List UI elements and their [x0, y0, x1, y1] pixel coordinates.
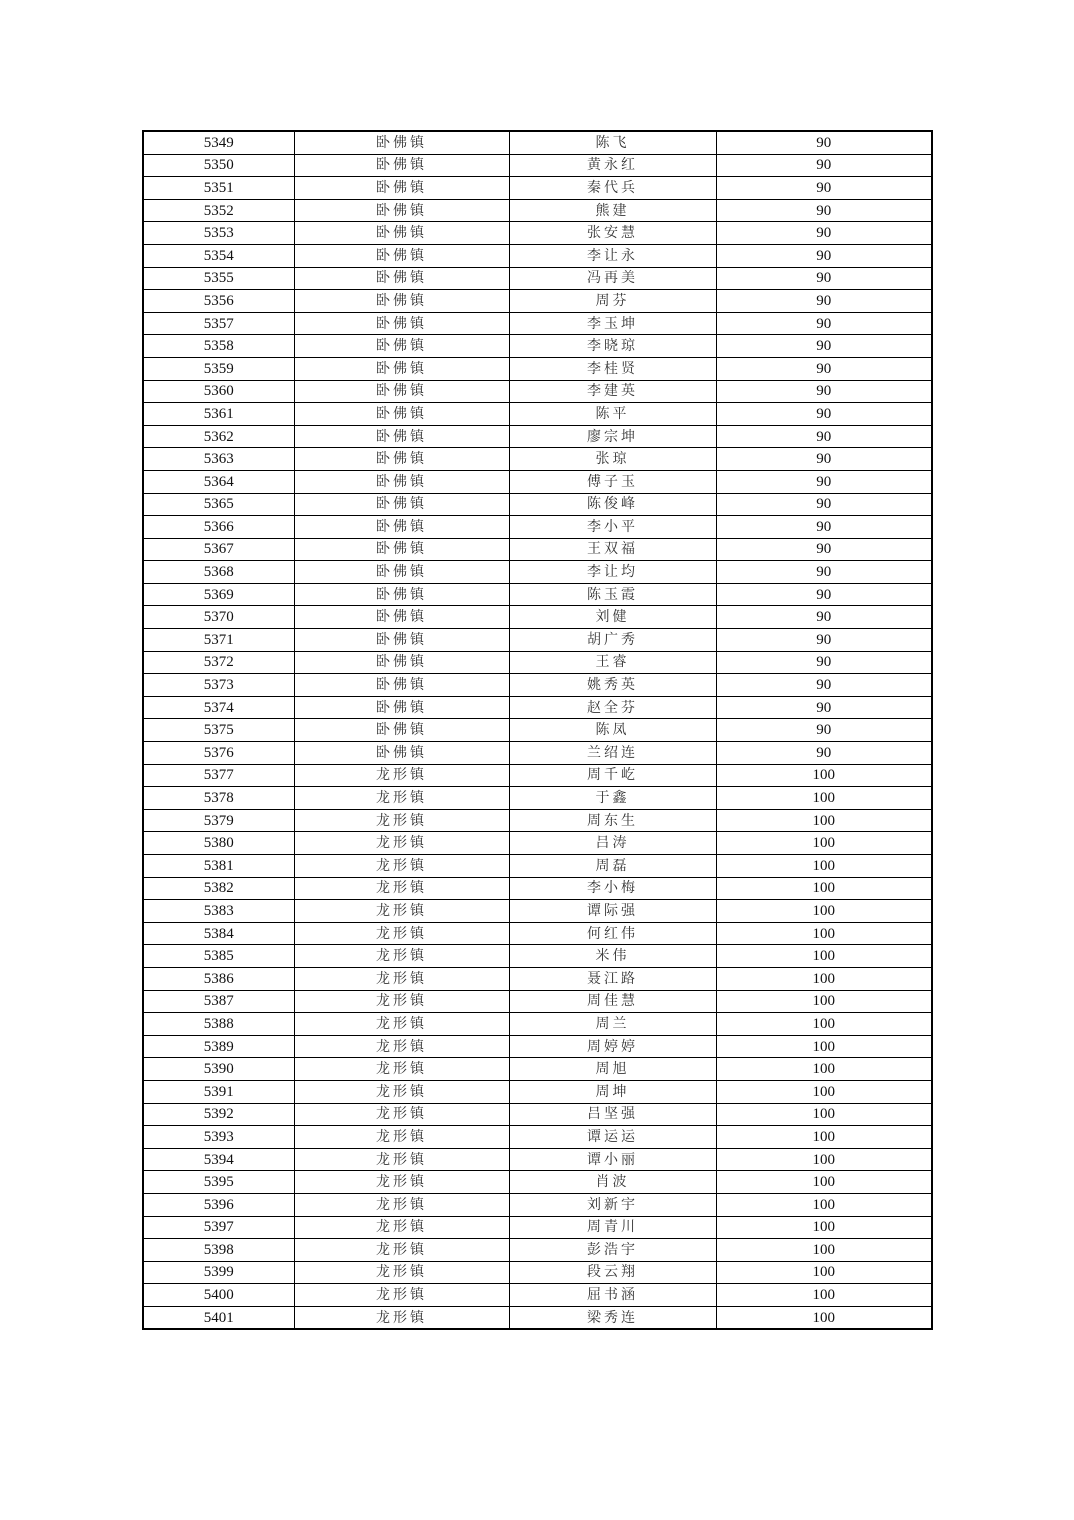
town-cell: 龙形镇 [294, 1261, 509, 1284]
score-cell: 90 [716, 674, 932, 697]
roster-table-body [143, 131, 932, 1329]
row-number-cell: 5371 [143, 629, 294, 652]
row-number-cell: 5383 [143, 900, 294, 923]
score-cell: 90 [716, 380, 932, 403]
town-cell: 卧佛镇 [294, 470, 509, 493]
person-name-cell: 周磊 [509, 855, 716, 878]
person-name-cell: 胡广秀 [509, 629, 716, 652]
table-row [143, 267, 932, 290]
table-row [143, 425, 932, 448]
town-cell: 卧佛镇 [294, 696, 509, 719]
score-cell: 100 [716, 1103, 932, 1126]
town-cell: 卧佛镇 [294, 154, 509, 177]
score-cell: 90 [716, 267, 932, 290]
score-cell: 90 [716, 290, 932, 313]
person-name-cell: 聂江路 [509, 967, 716, 990]
score-cell: 90 [716, 538, 932, 561]
town-cell: 龙形镇 [294, 1284, 509, 1307]
row-number-cell: 5366 [143, 516, 294, 539]
row-number-cell: 5355 [143, 267, 294, 290]
table-row [143, 1126, 932, 1149]
town-cell: 龙形镇 [294, 1306, 509, 1329]
person-name-cell: 陈飞 [509, 131, 716, 154]
row-number-cell: 5388 [143, 1013, 294, 1036]
table-row [143, 403, 932, 426]
row-number-cell: 5375 [143, 719, 294, 742]
row-number-cell: 5382 [143, 877, 294, 900]
table-row [143, 335, 932, 358]
score-cell: 100 [716, 1261, 932, 1284]
town-cell: 卧佛镇 [294, 742, 509, 765]
town-cell: 卧佛镇 [294, 290, 509, 313]
table-row [143, 177, 932, 200]
person-name-cell: 刘健 [509, 606, 716, 629]
person-name-cell: 冯再美 [509, 267, 716, 290]
town-cell: 龙形镇 [294, 1216, 509, 1239]
town-cell: 龙形镇 [294, 764, 509, 787]
person-name-cell: 赵全芬 [509, 696, 716, 719]
row-number-cell: 5390 [143, 1058, 294, 1081]
row-number-cell: 5372 [143, 651, 294, 674]
row-number-cell: 5392 [143, 1103, 294, 1126]
table-row [143, 154, 932, 177]
town-cell: 龙形镇 [294, 787, 509, 810]
table-row [143, 583, 932, 606]
row-number-cell: 5391 [143, 1080, 294, 1103]
town-cell: 卧佛镇 [294, 312, 509, 335]
person-name-cell: 谭运运 [509, 1126, 716, 1149]
score-cell: 100 [716, 787, 932, 810]
table-row [143, 493, 932, 516]
town-cell: 卧佛镇 [294, 244, 509, 267]
town-cell: 卧佛镇 [294, 674, 509, 697]
score-cell: 90 [716, 696, 932, 719]
row-number-cell: 5363 [143, 448, 294, 471]
row-number-cell: 5397 [143, 1216, 294, 1239]
town-cell: 龙形镇 [294, 1103, 509, 1126]
person-name-cell: 何红伟 [509, 922, 716, 945]
town-cell: 龙形镇 [294, 1171, 509, 1194]
row-number-cell: 5352 [143, 199, 294, 222]
table-row [143, 1103, 932, 1126]
row-number-cell: 5385 [143, 945, 294, 968]
score-cell: 100 [716, 945, 932, 968]
score-cell: 90 [716, 516, 932, 539]
score-cell: 90 [716, 583, 932, 606]
table-row [143, 764, 932, 787]
town-cell: 卧佛镇 [294, 561, 509, 584]
town-cell: 龙形镇 [294, 1148, 509, 1171]
row-number-cell: 5387 [143, 990, 294, 1013]
person-name-cell: 周千屹 [509, 764, 716, 787]
score-cell: 100 [716, 1284, 932, 1307]
town-cell: 卧佛镇 [294, 403, 509, 426]
row-number-cell: 5367 [143, 538, 294, 561]
table-row [143, 832, 932, 855]
town-cell: 龙形镇 [294, 1239, 509, 1262]
person-name-cell: 周佳慧 [509, 990, 716, 1013]
score-cell: 100 [716, 900, 932, 923]
town-cell: 龙形镇 [294, 1035, 509, 1058]
town-cell: 龙形镇 [294, 1013, 509, 1036]
table-row [143, 900, 932, 923]
table-row [143, 1035, 932, 1058]
table-row [143, 1216, 932, 1239]
person-name-cell: 李玉坤 [509, 312, 716, 335]
table-row [143, 1284, 932, 1307]
town-cell: 龙形镇 [294, 809, 509, 832]
table-row [143, 696, 932, 719]
table-row [143, 380, 932, 403]
score-cell: 100 [716, 1171, 932, 1194]
row-number-cell: 5396 [143, 1193, 294, 1216]
row-number-cell: 5398 [143, 1239, 294, 1262]
score-cell: 100 [716, 1148, 932, 1171]
score-cell: 90 [716, 606, 932, 629]
row-number-cell: 5401 [143, 1306, 294, 1329]
row-number-cell: 5377 [143, 764, 294, 787]
table-row [143, 651, 932, 674]
town-cell: 龙形镇 [294, 945, 509, 968]
town-cell: 卧佛镇 [294, 629, 509, 652]
table-row [143, 448, 932, 471]
person-name-cell: 李让永 [509, 244, 716, 267]
person-name-cell: 屈书涵 [509, 1284, 716, 1307]
row-number-cell: 5393 [143, 1126, 294, 1149]
town-cell: 龙形镇 [294, 967, 509, 990]
row-number-cell: 5374 [143, 696, 294, 719]
score-cell: 100 [716, 1013, 932, 1036]
score-cell: 100 [716, 922, 932, 945]
town-cell: 卧佛镇 [294, 357, 509, 380]
score-cell: 100 [716, 1239, 932, 1262]
score-cell: 100 [716, 1035, 932, 1058]
table-row [143, 990, 932, 1013]
table-row [143, 1171, 932, 1194]
score-cell: 100 [716, 1306, 932, 1329]
town-cell: 龙形镇 [294, 832, 509, 855]
person-name-cell: 周青川 [509, 1216, 716, 1239]
person-name-cell: 米伟 [509, 945, 716, 968]
table-row [143, 1193, 932, 1216]
table-row [143, 470, 932, 493]
person-name-cell: 刘新宇 [509, 1193, 716, 1216]
person-name-cell: 周坤 [509, 1080, 716, 1103]
town-cell: 卧佛镇 [294, 516, 509, 539]
score-cell: 100 [716, 990, 932, 1013]
person-name-cell: 周芬 [509, 290, 716, 313]
person-name-cell: 陈玉霞 [509, 583, 716, 606]
person-name-cell: 陈平 [509, 403, 716, 426]
table-row [143, 629, 932, 652]
town-cell: 卧佛镇 [294, 177, 509, 200]
score-cell: 90 [716, 470, 932, 493]
table-row [143, 787, 932, 810]
table-row [143, 516, 932, 539]
row-number-cell: 5376 [143, 742, 294, 765]
table-row [143, 1013, 932, 1036]
town-cell: 龙形镇 [294, 1126, 509, 1149]
table-row [143, 1148, 932, 1171]
person-name-cell: 秦代兵 [509, 177, 716, 200]
table-row [143, 538, 932, 561]
row-number-cell: 5357 [143, 312, 294, 335]
score-cell: 90 [716, 742, 932, 765]
score-cell: 100 [716, 1080, 932, 1103]
person-name-cell: 彭浩宇 [509, 1239, 716, 1262]
score-cell: 90 [716, 335, 932, 358]
row-number-cell: 5381 [143, 855, 294, 878]
row-number-cell: 5364 [143, 470, 294, 493]
row-number-cell: 5356 [143, 290, 294, 313]
town-cell: 卧佛镇 [294, 493, 509, 516]
score-cell: 100 [716, 967, 932, 990]
row-number-cell: 5380 [143, 832, 294, 855]
table-row [143, 1261, 932, 1284]
table-row [143, 312, 932, 335]
person-name-cell: 傅子玉 [509, 470, 716, 493]
person-name-cell: 周兰 [509, 1013, 716, 1036]
person-name-cell: 吕坚强 [509, 1103, 716, 1126]
score-cell: 100 [716, 809, 932, 832]
table-row [143, 945, 932, 968]
person-name-cell: 梁秀连 [509, 1306, 716, 1329]
score-cell: 90 [716, 357, 932, 380]
person-name-cell: 张安慧 [509, 222, 716, 245]
score-cell: 90 [716, 131, 932, 154]
person-name-cell: 黄永红 [509, 154, 716, 177]
table-row [143, 131, 932, 154]
row-number-cell: 5365 [143, 493, 294, 516]
row-number-cell: 5373 [143, 674, 294, 697]
person-name-cell: 周东生 [509, 809, 716, 832]
person-name-cell: 谭际强 [509, 900, 716, 923]
table-row [143, 877, 932, 900]
row-number-cell: 5379 [143, 809, 294, 832]
row-number-cell: 5349 [143, 131, 294, 154]
score-cell: 90 [716, 425, 932, 448]
row-number-cell: 5386 [143, 967, 294, 990]
town-cell: 卧佛镇 [294, 448, 509, 471]
town-cell: 卧佛镇 [294, 538, 509, 561]
score-cell: 90 [716, 493, 932, 516]
row-number-cell: 5354 [143, 244, 294, 267]
score-cell: 100 [716, 832, 932, 855]
score-cell: 90 [716, 448, 932, 471]
score-cell: 90 [716, 312, 932, 335]
person-name-cell: 李小平 [509, 516, 716, 539]
row-number-cell: 5399 [143, 1261, 294, 1284]
row-number-cell: 5350 [143, 154, 294, 177]
table-row [143, 222, 932, 245]
roster-table [142, 130, 933, 1330]
table-row [143, 719, 932, 742]
row-number-cell: 5395 [143, 1171, 294, 1194]
score-cell: 90 [716, 154, 932, 177]
person-name-cell: 段云翔 [509, 1261, 716, 1284]
table-row [143, 357, 932, 380]
town-cell: 卧佛镇 [294, 651, 509, 674]
person-name-cell: 李建英 [509, 380, 716, 403]
row-number-cell: 5362 [143, 425, 294, 448]
person-name-cell: 姚秀英 [509, 674, 716, 697]
town-cell: 龙形镇 [294, 922, 509, 945]
table-row [143, 561, 932, 584]
person-name-cell: 兰绍连 [509, 742, 716, 765]
row-number-cell: 5368 [143, 561, 294, 584]
person-name-cell: 周旭 [509, 1058, 716, 1081]
table-row [143, 606, 932, 629]
score-cell: 100 [716, 1216, 932, 1239]
table-row [143, 1080, 932, 1103]
town-cell: 龙形镇 [294, 1193, 509, 1216]
town-cell: 卧佛镇 [294, 719, 509, 742]
table-row [143, 1239, 932, 1262]
score-cell: 100 [716, 1126, 932, 1149]
table-row [143, 244, 932, 267]
score-cell: 90 [716, 629, 932, 652]
town-cell: 卧佛镇 [294, 425, 509, 448]
row-number-cell: 5359 [143, 357, 294, 380]
town-cell: 龙形镇 [294, 855, 509, 878]
table-row [143, 809, 932, 832]
person-name-cell: 李桂贤 [509, 357, 716, 380]
table-row [143, 674, 932, 697]
score-cell: 90 [716, 403, 932, 426]
town-cell: 卧佛镇 [294, 335, 509, 358]
town-cell: 卧佛镇 [294, 380, 509, 403]
person-name-cell: 熊建 [509, 199, 716, 222]
row-number-cell: 5351 [143, 177, 294, 200]
town-cell: 龙形镇 [294, 990, 509, 1013]
person-name-cell: 陈凤 [509, 719, 716, 742]
town-cell: 卧佛镇 [294, 606, 509, 629]
score-cell: 100 [716, 764, 932, 787]
town-cell: 卧佛镇 [294, 583, 509, 606]
town-cell: 卧佛镇 [294, 199, 509, 222]
score-cell: 100 [716, 877, 932, 900]
person-name-cell: 谭小丽 [509, 1148, 716, 1171]
person-name-cell: 肖波 [509, 1171, 716, 1194]
person-name-cell: 李晓琼 [509, 335, 716, 358]
row-number-cell: 5358 [143, 335, 294, 358]
town-cell: 龙形镇 [294, 877, 509, 900]
row-number-cell: 5370 [143, 606, 294, 629]
person-name-cell: 李小梅 [509, 877, 716, 900]
person-name-cell: 王双福 [509, 538, 716, 561]
town-cell: 龙形镇 [294, 1080, 509, 1103]
table-row [143, 1306, 932, 1329]
person-name-cell: 陈俊峰 [509, 493, 716, 516]
table-row [143, 742, 932, 765]
person-name-cell: 张琼 [509, 448, 716, 471]
table-row [143, 967, 932, 990]
town-cell: 卧佛镇 [294, 131, 509, 154]
person-name-cell: 于鑫 [509, 787, 716, 810]
score-cell: 90 [716, 199, 932, 222]
person-name-cell: 王睿 [509, 651, 716, 674]
score-cell: 90 [716, 561, 932, 584]
row-number-cell: 5361 [143, 403, 294, 426]
row-number-cell: 5378 [143, 787, 294, 810]
row-number-cell: 5353 [143, 222, 294, 245]
row-number-cell: 5384 [143, 922, 294, 945]
table-row [143, 290, 932, 313]
person-name-cell: 李让均 [509, 561, 716, 584]
score-cell: 100 [716, 1193, 932, 1216]
town-cell: 卧佛镇 [294, 222, 509, 245]
score-cell: 90 [716, 177, 932, 200]
town-cell: 卧佛镇 [294, 267, 509, 290]
row-number-cell: 5360 [143, 380, 294, 403]
score-cell: 100 [716, 1058, 932, 1081]
row-number-cell: 5369 [143, 583, 294, 606]
town-cell: 龙形镇 [294, 900, 509, 923]
score-cell: 90 [716, 244, 932, 267]
score-cell: 90 [716, 719, 932, 742]
row-number-cell: 5394 [143, 1148, 294, 1171]
score-cell: 100 [716, 855, 932, 878]
row-number-cell: 5389 [143, 1035, 294, 1058]
score-cell: 90 [716, 651, 932, 674]
town-cell: 龙形镇 [294, 1058, 509, 1081]
score-cell: 90 [716, 222, 932, 245]
table-row [143, 855, 932, 878]
person-name-cell: 吕涛 [509, 832, 716, 855]
row-number-cell: 5400 [143, 1284, 294, 1307]
table-row [143, 922, 932, 945]
table-row [143, 1058, 932, 1081]
person-name-cell: 周婷婷 [509, 1035, 716, 1058]
person-name-cell: 廖宗坤 [509, 425, 716, 448]
table-row [143, 199, 932, 222]
